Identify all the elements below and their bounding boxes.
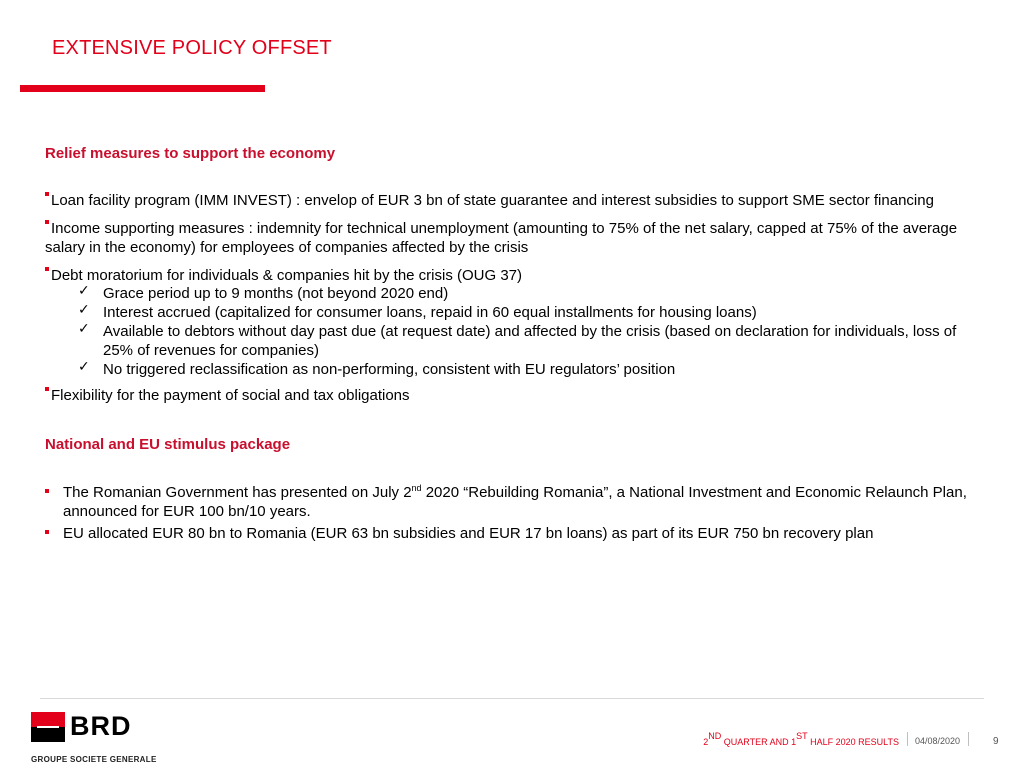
- bullet-marker: [45, 530, 49, 534]
- bullet-text: Loan facility program (IMM INVEST) : envelop of EUR 3 bn of state guarantee and interest subsidies to support SME sector financing: [51, 192, 934, 209]
- footer-divider: [40, 698, 984, 699]
- bullet-loan-facility: [45, 191, 985, 210]
- bullet-text: EU allocated EUR 80 bn to Romania (EUR 63 bn subsidies and EUR 17 bn loans) as part of its EUR 750 bn recovery plan: [63, 525, 874, 542]
- bullet-text-start: The Romanian Government has presented on July 2: [63, 484, 412, 501]
- bullet-income-support: [45, 219, 985, 257]
- footer-separator: [907, 732, 908, 746]
- bullet-text: Income supporting measures : indemnity for technical unemployment (amounting to 75% of the net salary, capped at 75% of the average salary in the economy) for employees of companies affected by the crisis: [45, 220, 958, 256]
- moratorium-sub-list: [78, 284, 988, 379]
- caption-text: 2: [703, 737, 709, 747]
- sub-item-text: Interest accrued (capitalized for consumer loans, repaid in 60 equal installments for housing loans): [103, 304, 757, 321]
- logo-mark-icon: [31, 712, 65, 742]
- logo-subtitle: GROUPE SOCIETE GENERALE: [31, 755, 157, 764]
- list-item: [78, 284, 988, 303]
- caption-superscript: ST: [796, 731, 808, 741]
- list-item: [78, 303, 988, 322]
- bullet-text: Flexibility for the payment of social and tax obligations: [51, 387, 410, 404]
- section-heading-stimulus: National and EU stimulus package: [45, 436, 291, 453]
- ordinal-suffix: nd: [411, 483, 422, 493]
- caption-text: HALF 2020 RESULTS: [807, 737, 899, 747]
- caption-superscript: ND: [708, 731, 722, 741]
- checkmark-icon: ✓: [78, 302, 90, 318]
- bullet-marker: [45, 220, 49, 224]
- page-number: 9: [993, 736, 999, 747]
- bullet-marker: [45, 387, 49, 391]
- title-underline-bar: [20, 85, 265, 92]
- bullet-debt-moratorium: [45, 266, 985, 285]
- sub-item-text: Available to debtors without day past due (at request date) and affected by the crisis (based on declaration for individuals, loss of 25% of revenues for companies): [103, 323, 957, 359]
- bullet-eu-allocation: [45, 524, 975, 543]
- bullet-text-end: 2020 “Rebuilding Romania”, a National Investment and Economic Relaunch Plan, announced for EUR 100 bn/10 years.: [63, 484, 967, 520]
- list-item: [78, 360, 988, 379]
- bullet-flexibility: [45, 386, 985, 405]
- footer-date: 04/08/2020: [915, 736, 961, 746]
- caption-text: QUARTER AND 1: [721, 737, 797, 747]
- list-item: [78, 322, 988, 360]
- sub-item-text: Grace period up to 9 months (not beyond 2020 end): [103, 285, 449, 302]
- logo-text: BRD: [70, 711, 132, 741]
- footer-separator: [968, 732, 969, 746]
- bullet-text: Debt moratorium for individuals & companies hit by the crisis (OUG 37): [51, 267, 523, 284]
- bullet-marker: [45, 267, 49, 271]
- checkmark-icon: ✓: [78, 321, 90, 337]
- sub-item-text: No triggered reclassification as non-performing, consistent with EU regulators’ position: [103, 361, 676, 378]
- bullet-marker: [45, 192, 49, 196]
- footer-report-caption: [703, 731, 899, 747]
- checkmark-icon: ✓: [78, 359, 90, 375]
- page-title: EXTENSIVE POLICY OFFSET: [52, 37, 332, 59]
- bullet-rebuilding-romania: [45, 483, 975, 521]
- checkmark-icon: ✓: [78, 283, 90, 299]
- bullet-marker: [45, 489, 49, 493]
- section-heading-relief: Relief measures to support the economy: [45, 145, 336, 162]
